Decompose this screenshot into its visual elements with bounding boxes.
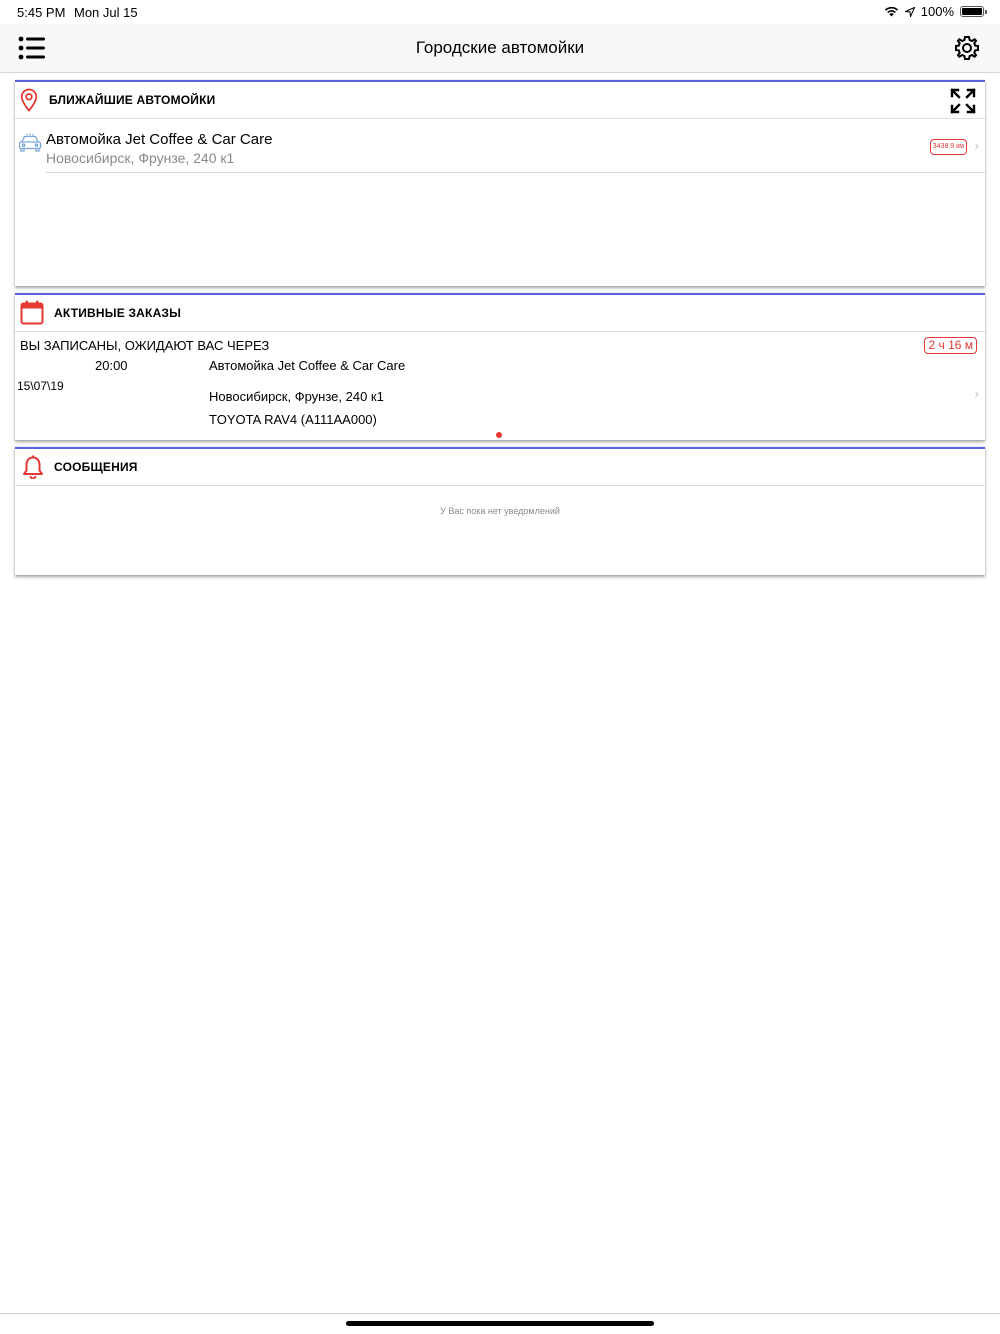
order-wash-name: Автомойка Jet Coffee & Car Care xyxy=(209,358,406,373)
order-date: 15\07\19 xyxy=(17,379,64,393)
battery-percent: 100% xyxy=(920,4,954,19)
time-remaining-badge: 2 ч 16 м xyxy=(924,337,977,354)
order-status: ВЫ ЗАПИСАНЫ, ОЖИДАЮТ ВАС ЧЕРЕЗ xyxy=(20,338,270,353)
order-car: TOYOTA RAV4 (А111АА000) xyxy=(209,412,377,427)
divider xyxy=(46,172,985,173)
wifi-icon xyxy=(884,6,899,17)
car-icon xyxy=(18,133,42,153)
expand-button[interactable] xyxy=(950,88,976,114)
calendar-icon xyxy=(20,300,44,325)
map-pin-icon xyxy=(20,88,38,112)
wash-address: Новосибирск, Фрунзе, 240 к1 xyxy=(46,150,235,166)
active-orders-panel xyxy=(15,293,985,440)
divider xyxy=(0,1313,1000,1314)
messages-panel xyxy=(15,447,985,575)
nearest-washes-panel xyxy=(15,80,985,286)
messages-header xyxy=(15,449,985,486)
wash-list-item[interactable] xyxy=(15,119,985,173)
status-bar xyxy=(0,0,1000,24)
gear-icon xyxy=(954,35,980,61)
page-indicator-dot xyxy=(496,432,502,438)
status-time: 5:45 PM xyxy=(17,5,66,20)
status-date: Mon Jul 15 xyxy=(74,5,138,20)
page-title: Городские автомойки xyxy=(415,38,585,57)
chevron-right-icon: › xyxy=(974,137,979,153)
chevron-right-icon: › xyxy=(974,385,979,401)
status-indicators xyxy=(884,4,984,19)
nearest-washes-title: БЛИЖАЙШИЕ АВТОМОЙКИ xyxy=(49,93,216,107)
bell-icon xyxy=(22,455,44,479)
empty-messages-text: У Вас пока нет уведомлений xyxy=(440,506,560,516)
active-orders-header xyxy=(15,295,985,332)
order-time: 20:00 xyxy=(95,358,128,373)
nearest-washes-header xyxy=(15,82,985,119)
messages-title: СООБЩЕНИЯ xyxy=(54,460,138,474)
location-arrow-icon xyxy=(905,7,915,17)
expand-icon xyxy=(950,88,976,114)
battery-icon xyxy=(960,6,984,17)
home-indicator[interactable] xyxy=(346,1321,654,1326)
wash-name: Автомойка Jet Coffee & Car Care xyxy=(46,131,273,148)
nav-bar xyxy=(0,24,1000,73)
order-address: Новосибирск, Фрунзе, 240 к1 xyxy=(209,389,384,404)
active-orders-title: АКТИВНЫЕ ЗАКАЗЫ xyxy=(54,306,182,320)
distance-badge: 3438.9 км xyxy=(930,139,967,155)
settings-button[interactable] xyxy=(954,35,980,61)
